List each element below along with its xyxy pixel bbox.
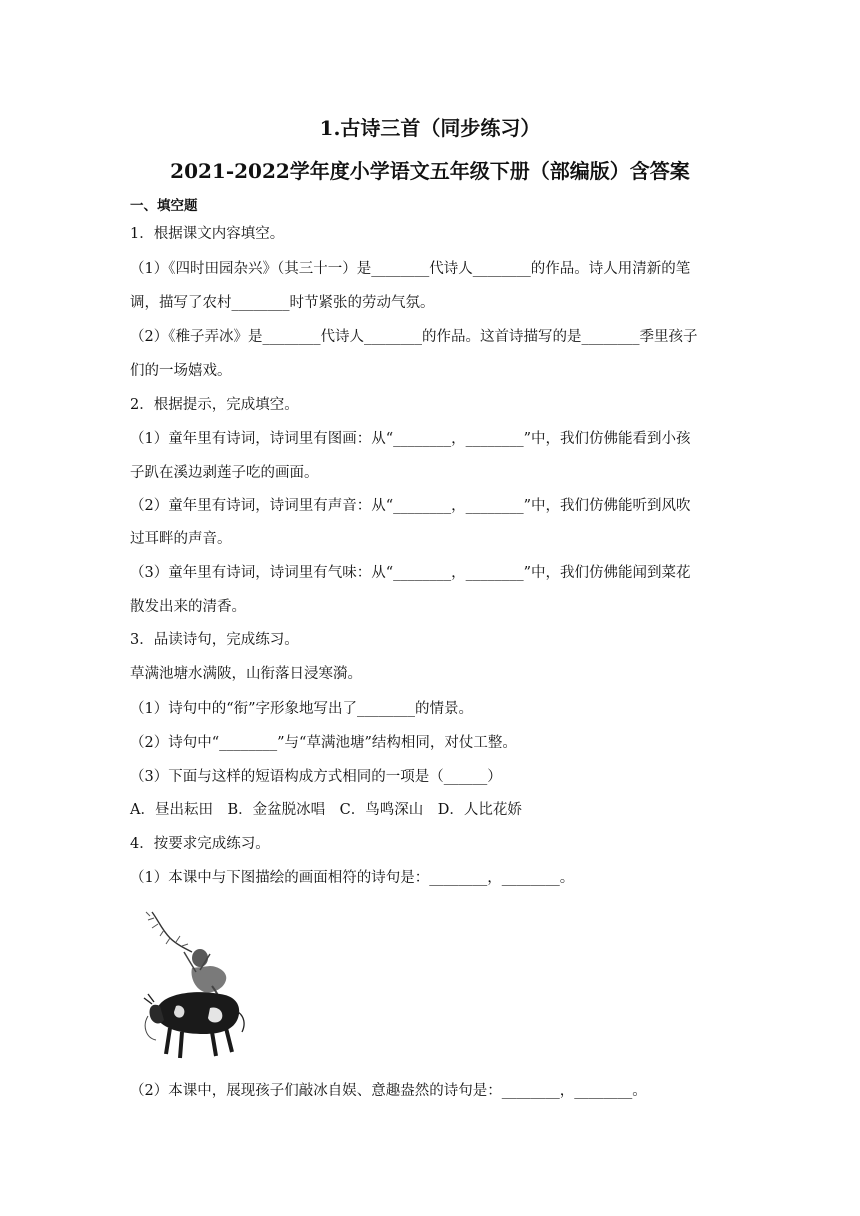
question-2-part-1-line-2: 子趴在溪边剥莲子吃的画面。: [130, 465, 319, 481]
question-2-part-3-line-2: 散发出来的清香。: [130, 599, 246, 615]
question-2-part-3-line-1: （3）童年里有诗词，诗词里有气味：从“________，________”中，我们仿佛能闻到菜花: [130, 565, 691, 581]
question-1-part-1-line-2: 调，描写了农村________时节紧张的劳动气氛。: [130, 295, 435, 311]
section-heading: 一、填空题: [130, 198, 198, 214]
question-3-part-1: （1）诗句中的“衔”字形象地写出了________的情景。: [130, 701, 474, 717]
question-3-part-2: （2）诗句中“________”与“草满池塘”结构相同，对仗工整。: [130, 735, 517, 751]
question-2-stem: 2．根据提示，完成填空。: [130, 397, 299, 413]
question-3-part-3: （3）下面与这样的短语构成方式相同的一项是（______）: [130, 769, 502, 785]
question-1-part-1-line-1: （1）《四时田园杂兴》（其三十一）是________代诗人________的作品。诗人用清新的笔: [130, 261, 691, 277]
question-1-stem: 1．根据课文内容填空。: [130, 226, 285, 242]
question-1-part-2-line-2: 们的一场嬉戏。: [130, 363, 232, 379]
question-1-part-2-line-1: （2）《稚子弄冰》是________代诗人________的作品。这首诗描写的是________季里孩子: [130, 329, 698, 345]
question-4-part-2: （2）本课中，展现孩子们敲冰自娱、意趣盎然的诗句是：________，________。: [130, 1083, 647, 1099]
ink-painting-boy-on-ox-image: [140, 908, 250, 1066]
question-4-stem: 4．按要求完成练习。: [130, 836, 270, 852]
page-title: 1.古诗三首（同步练习）: [319, 116, 541, 140]
question-2-part-1-line-1: （1）童年里有诗词，诗词里有图画：从“________，________”中，我们仿佛能看到小孩: [130, 431, 691, 447]
question-4-part-1: （1）本课中与下图描绘的画面相符的诗句是：________，________。: [130, 870, 575, 886]
question-3-options: A．昼出耘田 B．金盆脱冰唱 C．鸟鸣深山 D．人比花娇: [130, 802, 522, 818]
question-3-poem: 草满池塘水满陂，山衔落日浸寒漪。: [130, 666, 362, 682]
question-2-part-2-line-2: 过耳畔的声音。: [130, 531, 232, 547]
question-3-stem: 3．品读诗句，完成练习。: [130, 632, 299, 648]
question-2-part-2-line-1: （2）童年里有诗词，诗词里有声音：从“________，________”中，我们仿佛能听到风吹: [130, 498, 691, 514]
page-subtitle: 2021-2022学年度小学语文五年级下册（部编版）含答案: [170, 159, 690, 183]
